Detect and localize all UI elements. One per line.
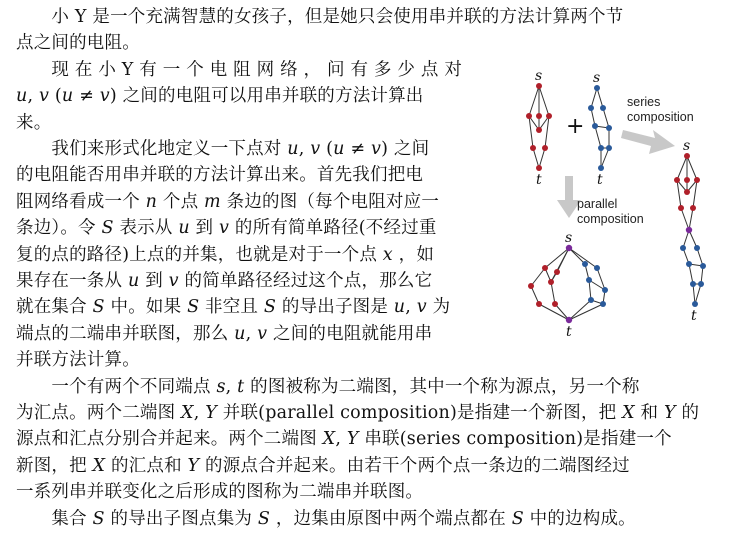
- sink-label: t: [536, 172, 542, 188]
- text-line: 为汇点。两个二端图 𝑋, 𝑌 并联(parallel composition)是指建一个新图，把 𝑋 和 𝑌 的: [16, 403, 700, 423]
- text-line: 新图，把 𝑋 的汇点和 𝑌 的源点合并起来。由若干个两个点一条边的二端图经过: [16, 455, 630, 476]
- text-line: 就在集合 𝑆 中。如果 𝑆 非空且 𝑆 的导出子图是 𝑢, 𝑣 为: [16, 297, 451, 318]
- graph-parallel-result: [531, 248, 605, 320]
- source-label: s: [535, 68, 543, 84]
- text-line: 端点的二端串并联图，那么 𝑢, 𝑣 之间的电阻就能用串: [16, 323, 433, 344]
- sink-label: t: [691, 308, 697, 324]
- text-line: 一系列串并联变化之后形成的图称为二端串并联图。: [16, 482, 424, 503]
- text-line: 的电阻能否用串并联的方法计算出来。首先我们把电: [16, 165, 424, 186]
- text-line: 来。: [16, 112, 52, 133]
- parallel-label: parallel: [577, 197, 618, 211]
- text-line: 源点和汇点分别合并起来。两个二端图 𝑋, 𝑌 串联(series composition)是指建一个: [16, 429, 672, 450]
- text-line: 一个有两个不同端点 𝑠, 𝑡 的图被称为二端图，其中一个称为源点，另一个称: [16, 376, 640, 397]
- merged-node: [686, 227, 692, 233]
- sink-label: t: [566, 324, 572, 340]
- sink-label: t: [597, 172, 603, 188]
- text-line: 我们来形式化地定义一下点对 𝑢, 𝑣 (𝑢 ≠ 𝑣) 之间: [16, 139, 430, 159]
- series-label: composition: [627, 110, 694, 124]
- merged-sink-node: [566, 317, 572, 323]
- text-line: 复的点的路径)上点的并集，也就是对于一个点 𝑥 ，如: [16, 244, 435, 265]
- text-line: 条边）。令 𝑆 表示从 𝑢 到 𝑣 的所有简单路径(不经过重: [16, 218, 437, 239]
- text-line: 阻网络看成一个 𝑛 个点 𝑚 条边的图（每个电阻对应一: [16, 191, 440, 212]
- parallel-label: composition: [577, 212, 644, 226]
- source-label: s: [565, 230, 573, 246]
- series-label: series: [627, 95, 661, 109]
- series-arrow-icon: [621, 130, 675, 154]
- text-line: 现 在 小 Y 有 一 个 电 阻 网 络 ， 问 有 多 少 点 对: [16, 59, 463, 80]
- source-label: s: [593, 70, 601, 86]
- text-line: 小 Y 是一个充满智慧的女孩子，但是她只会使用串并联的方法计算两个节: [16, 7, 624, 27]
- series-parallel-figure: [505, 68, 741, 368]
- graph-parallel-result-red-nodes: [528, 265, 560, 307]
- text-line: 𝑢, 𝑣 (𝑢 ≠ 𝑣) 之间的电阻可以用串并联的方法计算出: [16, 86, 424, 107]
- text-line: 点之间的电阻。: [16, 33, 140, 54]
- source-label: s: [683, 138, 691, 154]
- text-line: 集合 𝑆 的导出子图点集为 𝑆 ，边集由原图中两个端点都在 𝑆 中的边构成。: [16, 508, 636, 529]
- text-line: 并联方法计算。: [16, 350, 140, 371]
- text-line: 果存在一条从 𝑢 到 𝑣 的简单路径经过这个点，那么它: [16, 271, 433, 291]
- plus-sign: +: [566, 114, 585, 139]
